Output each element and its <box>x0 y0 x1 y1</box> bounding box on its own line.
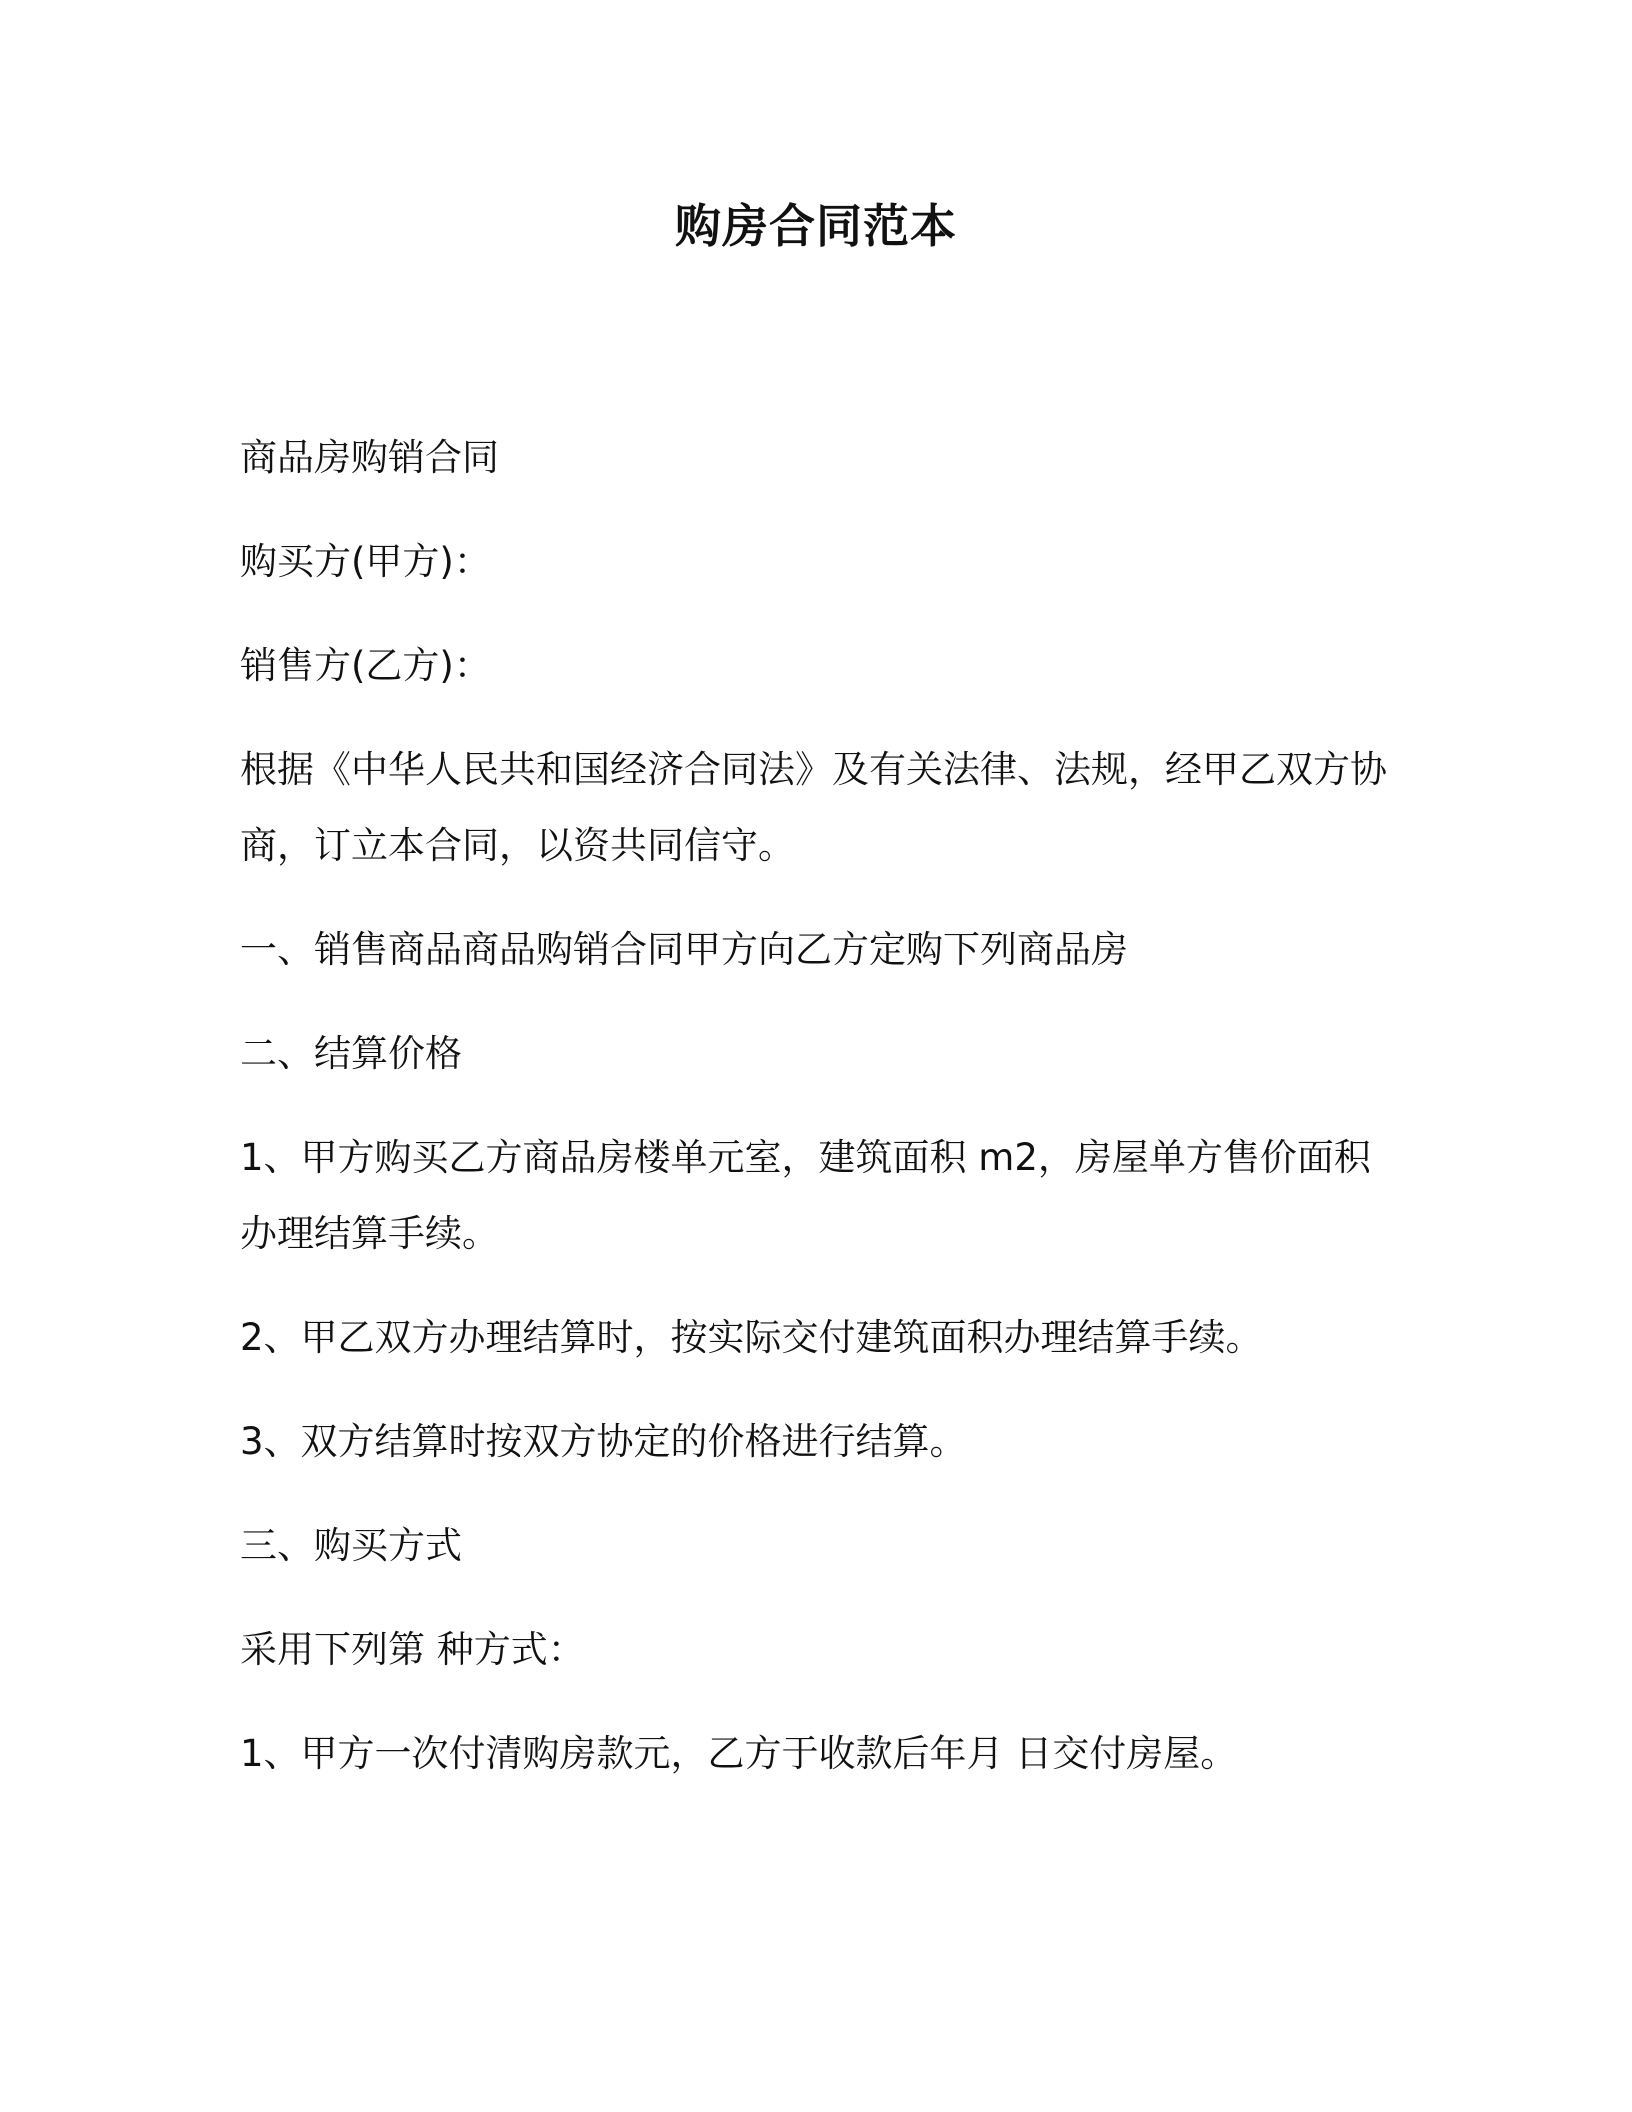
section-three-heading: 三、购买方式 <box>240 1524 462 1567</box>
clause-3-1: 1、甲方一次付清购房款元，乙方于收款后年月 日交付房屋。 <box>240 1732 1238 1775</box>
contract-heading: 商品房购销合同 <box>240 436 499 479</box>
payment-method-intro: 采用下列第 种方式： <box>240 1628 585 1671</box>
section-two-heading: 二、结算价格 <box>240 1032 462 1075</box>
section-one-heading: 一、销售商品商品购销合同甲方向乙方定购下列商品房 <box>240 928 1128 971</box>
seller-line: 销售方(乙方)： <box>240 644 491 687</box>
clause-2-2: 2、甲乙双方办理结算时，按实际交付建筑面积办理结算手续。 <box>240 1316 1263 1359</box>
clause-2-3: 3、双方结算时按双方协定的价格进行结算。 <box>240 1420 967 1463</box>
buyer-line: 购买方(甲方)： <box>240 540 491 583</box>
document-body <box>240 420 1400 1820</box>
preamble-paragraph: 根据《中华人民共和国经济合同法》及有关法律、法规，经甲乙双方协商，订立本合同，以资共同信守。 <box>240 748 1387 867</box>
document-title: 购房合同范本 <box>675 199 957 253</box>
clause-2-1: 1、甲方购买乙方商品房楼单元室，建筑面积 m2，房屋单方售价面积办理结算手续。 <box>240 1136 1371 1255</box>
